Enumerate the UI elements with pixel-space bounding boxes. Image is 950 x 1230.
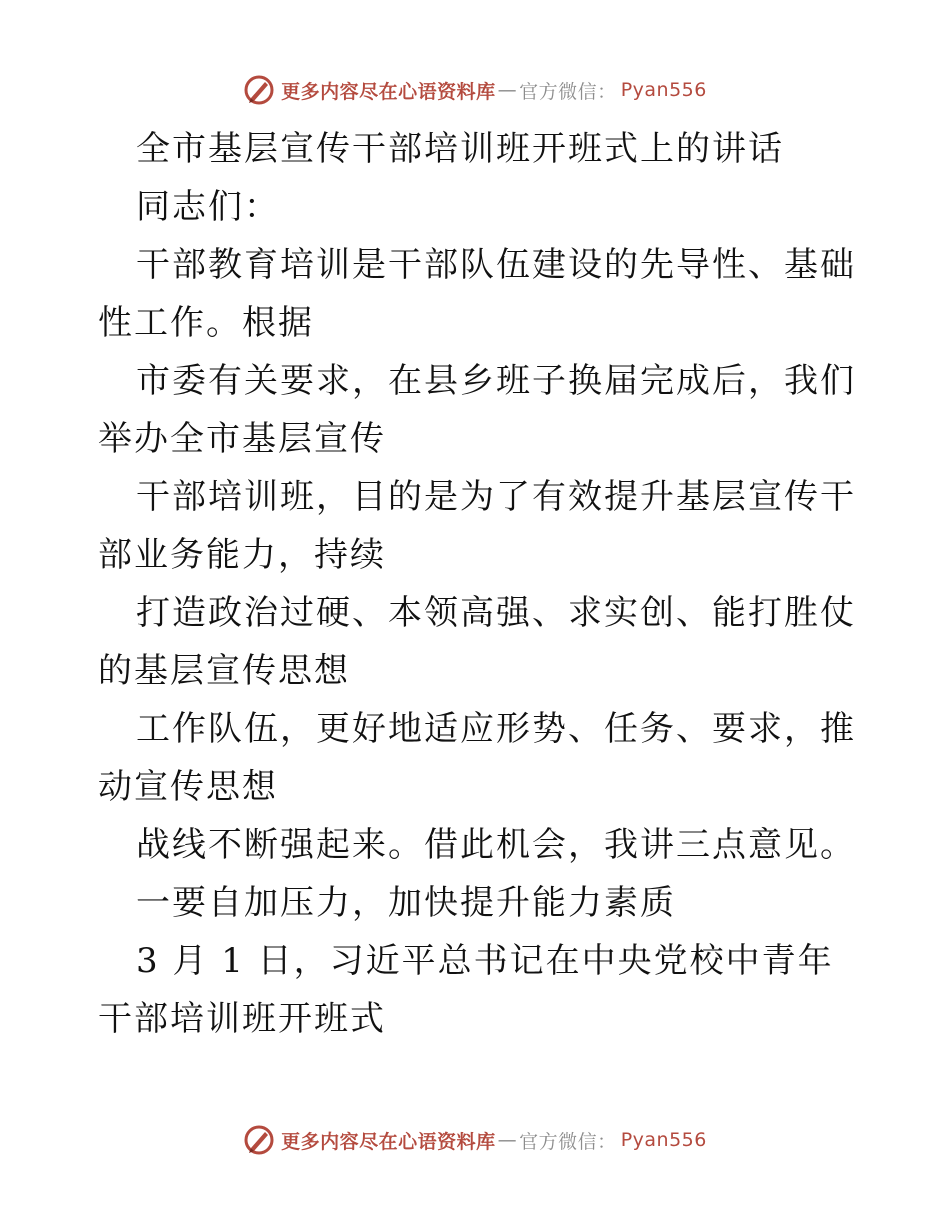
- paragraph: 打造政治过硬、本领高强、求实创、能打胜仗的基层宣传思想: [98, 593, 856, 691]
- footer-wechat-id: Pyan556: [620, 1129, 707, 1151]
- paragraph: 干部培训班，目的是为了有效提升基层宣传干部业务能力，持续: [98, 477, 856, 575]
- footer-official-label: 官方微信：: [519, 1130, 617, 1153]
- pen-logo-icon: [243, 74, 275, 106]
- paragraph: 市委有关要求，在县乡班子换届完成后，我们举办全市基层宣传: [98, 361, 856, 459]
- footer-dash: —: [497, 1129, 518, 1151]
- salutation: 同志们：: [136, 187, 280, 227]
- header-brand-text: 更多内容尽在心语资料库: [281, 80, 496, 103]
- header-official-label: 官方微信：: [519, 80, 617, 103]
- footer-watermark: [0, 1120, 950, 1160]
- header-dash: —: [497, 79, 518, 101]
- footer-brand-text: 更多内容尽在心语资料库: [281, 1130, 496, 1153]
- header-wechat-id: Pyan556: [620, 79, 707, 101]
- paragraph: 工作队伍，更好地适应形势、任务、要求，推动宣传思想: [98, 709, 856, 807]
- document-title: 全市基层宣传干部培训班开班式上的讲话: [136, 129, 784, 169]
- paragraph: 战线不断强起来。借此机会，我讲三点意见。: [136, 825, 856, 865]
- pen-logo-icon: [243, 1124, 275, 1156]
- section-heading: 一要自加压力，加快提升能力素质: [136, 883, 676, 923]
- document-body: [98, 120, 858, 1048]
- header-watermark: [0, 70, 950, 110]
- paragraph: 3 月 1 日，习近平总书记在中央党校中青年干部培训班开班式: [98, 941, 834, 1039]
- paragraph: 干部教育培训是干部队伍建设的先导性、基础性工作。根据: [98, 245, 856, 343]
